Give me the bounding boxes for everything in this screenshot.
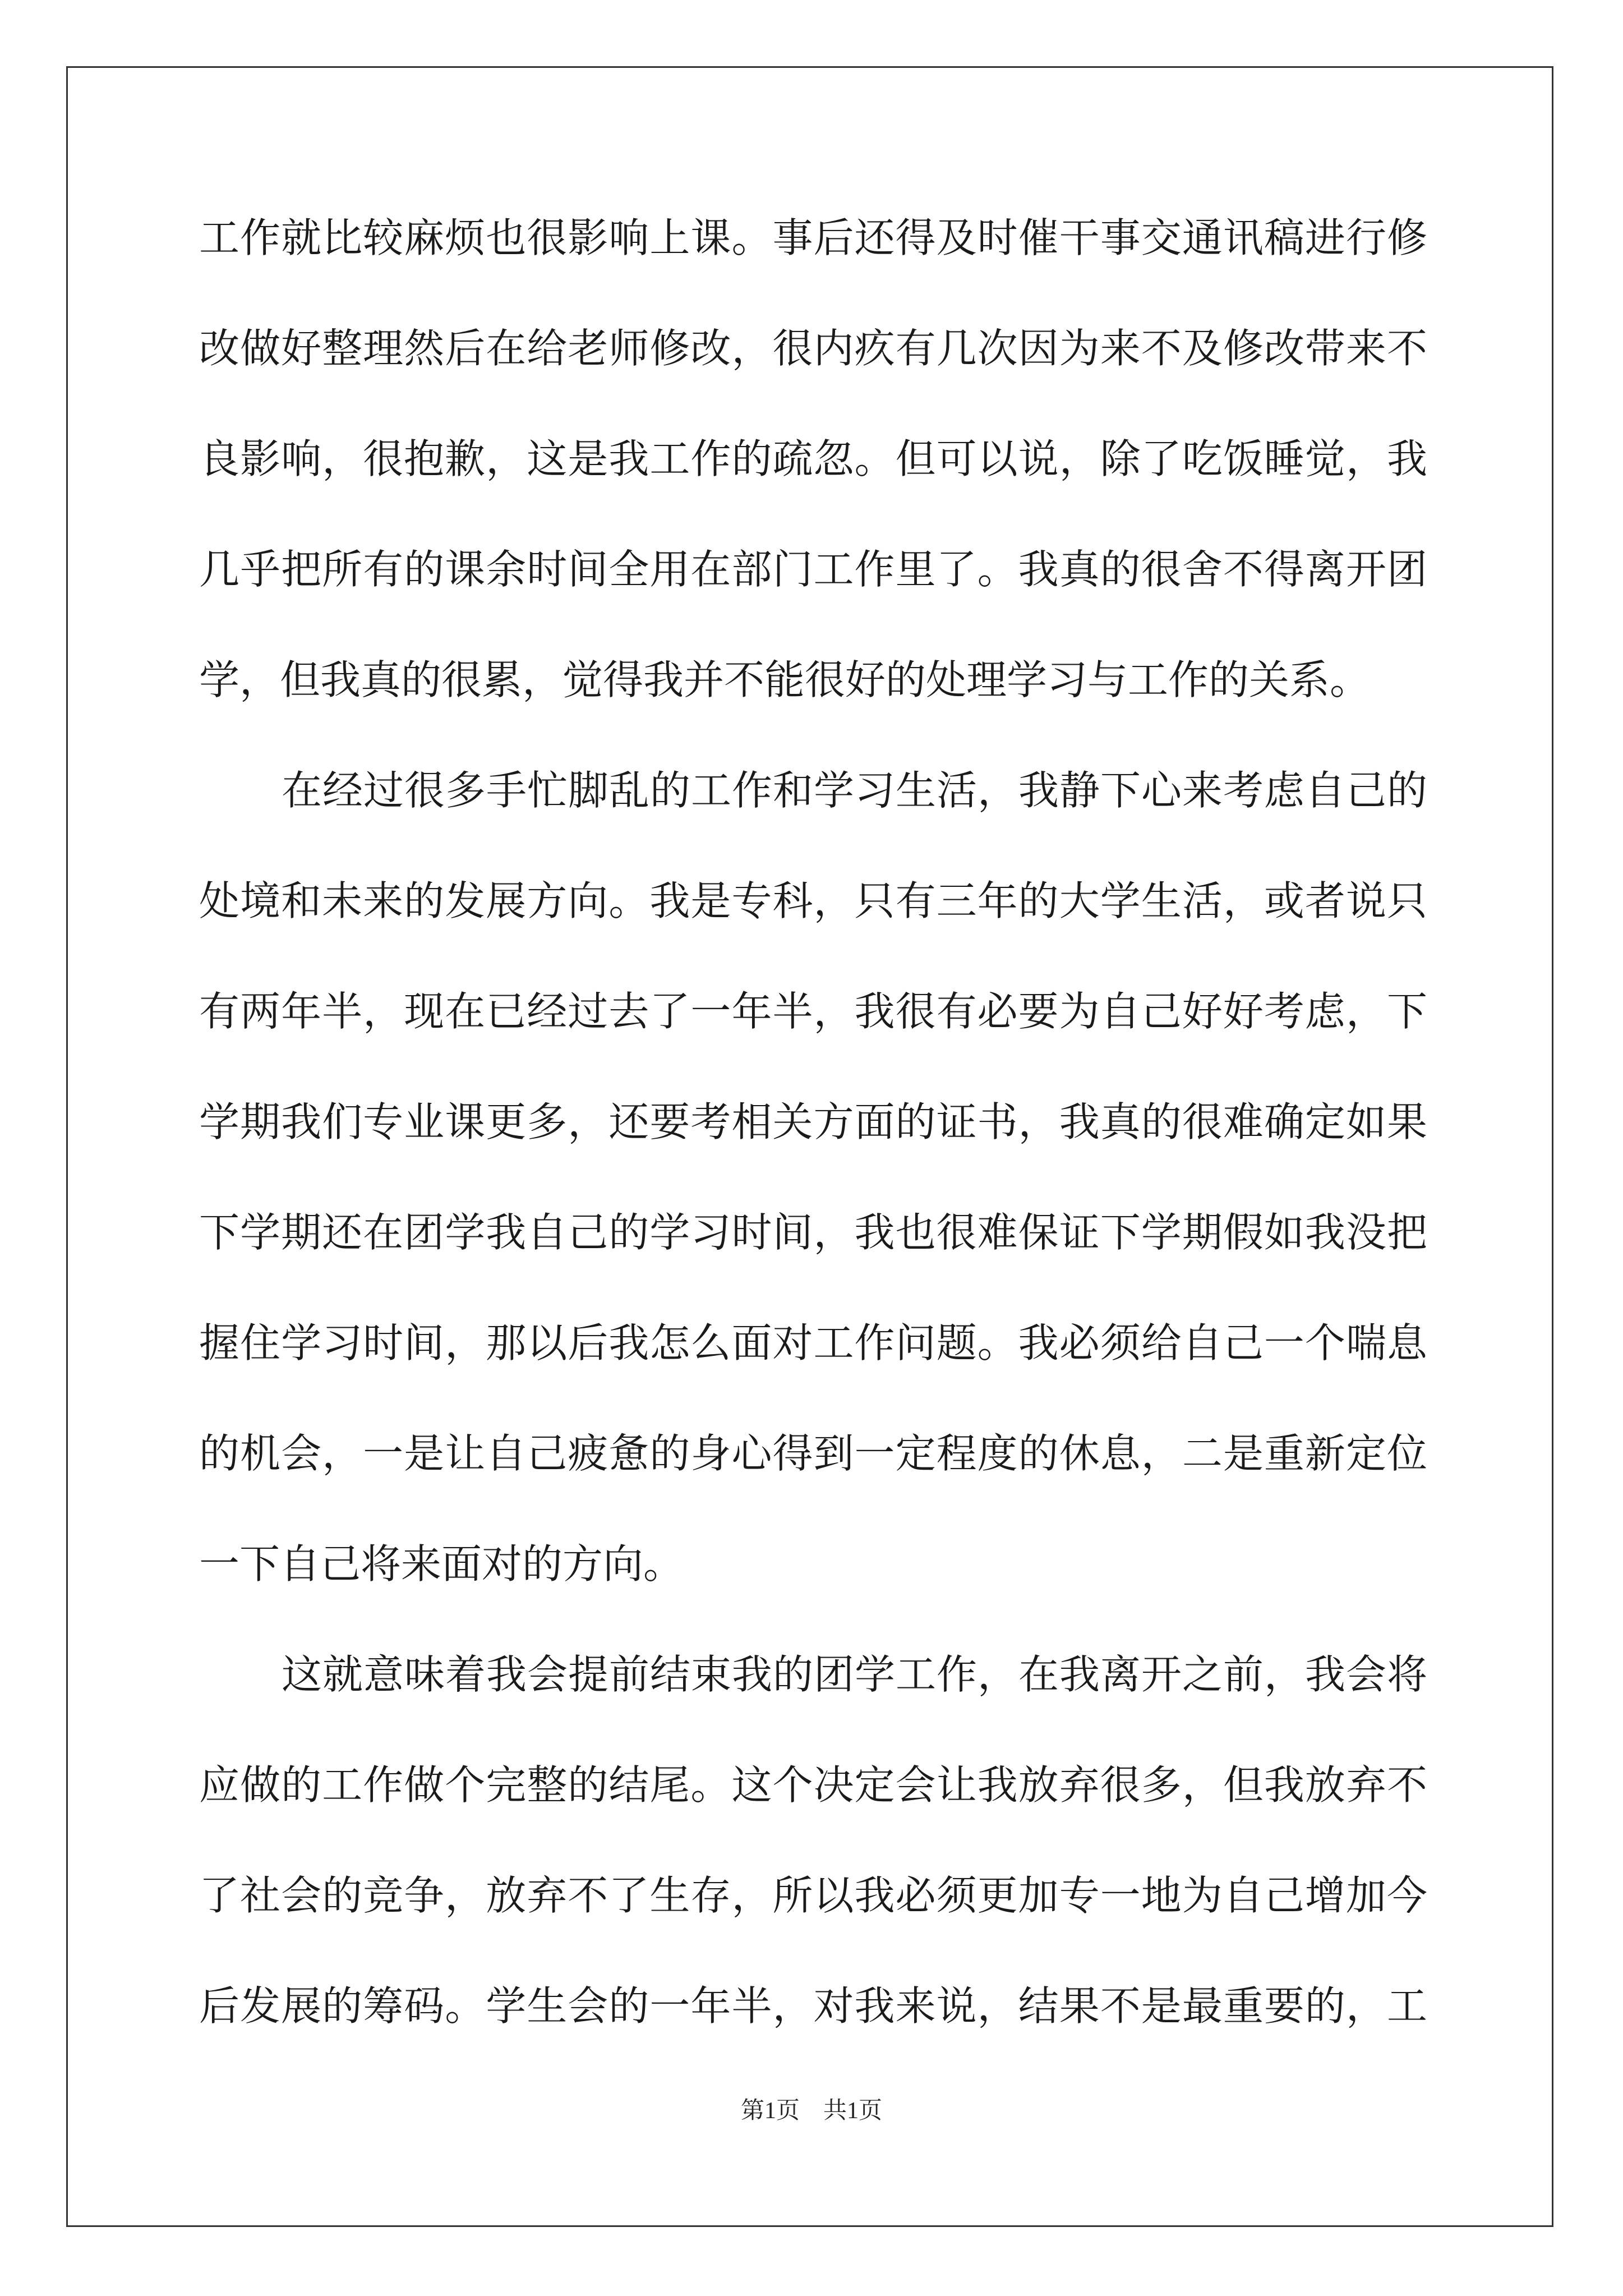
paragraph-start-line: 这就意味着我会提前结束我的团学工作，在我离开之前，我会将 (282, 1651, 1427, 1698)
text-line: 一下自己将来面对的方向。 (199, 1540, 684, 1588)
text-line: 应做的工作做个完整的结尾。这个决定会让我放弃很多，但我放弃不 (199, 1761, 1427, 1809)
text-line: 学，但我真的很累，觉得我并不能很好的处理学习与工作的关系。 (199, 656, 1371, 703)
text-line: 几乎把所有的课余时间全用在部门工作里了。我真的很舍不得离开团 (199, 546, 1427, 593)
text-line: 的机会，一是让自己疲惫的身心得到一定程度的休息，二是重新定位 (199, 1430, 1427, 1477)
body-text (199, 214, 1427, 2096)
text-line: 处境和未来的发展方向。我是专科，只有三年的大学生活，或者说只 (199, 877, 1427, 924)
text-line: 了社会的竞争，放弃不了生存，所以我必须更加专一地为自己增加今 (199, 1872, 1427, 1919)
text-line: 后发展的筹码。学生会的一年半，对我来说，结果不是最重要的，工 (199, 1982, 1427, 2030)
page-number: 第1页 (740, 2098, 800, 2124)
text-line: 工作就比较麻烦也很影响上课。事后还得及时催干事交通讯稿进行修 (199, 214, 1427, 261)
text-line: 改做好整理然后在给老师修改，很内疚有几次因为来不及修改带来不 (199, 325, 1427, 372)
text-line: 有两年半，现在已经过去了一年半，我很有必要为自己好好考虑，下 (199, 988, 1427, 1035)
text-line: 良影响，很抱歉，这是我工作的疏忽。但可以说，除了吃饭睡觉，我 (199, 435, 1427, 482)
text-line: 握住学习时间，那以后我怎么面对工作问题。我必须给自己一个喘息 (199, 1319, 1427, 1366)
text-line: 下学期还在团学我自己的学习时间，我也很难保证下学期假如我没把 (199, 1209, 1427, 1256)
page-total: 共1页 (823, 2098, 883, 2124)
text-line: 学期我们专业课更多，还要考相关方面的证书，我真的很难确定如果 (199, 1098, 1427, 1145)
paragraph-start-line: 在经过很多手忙脚乱的工作和学习生活，我静下心来考虑自己的 (282, 767, 1427, 814)
page-footer (0, 2097, 1623, 2125)
